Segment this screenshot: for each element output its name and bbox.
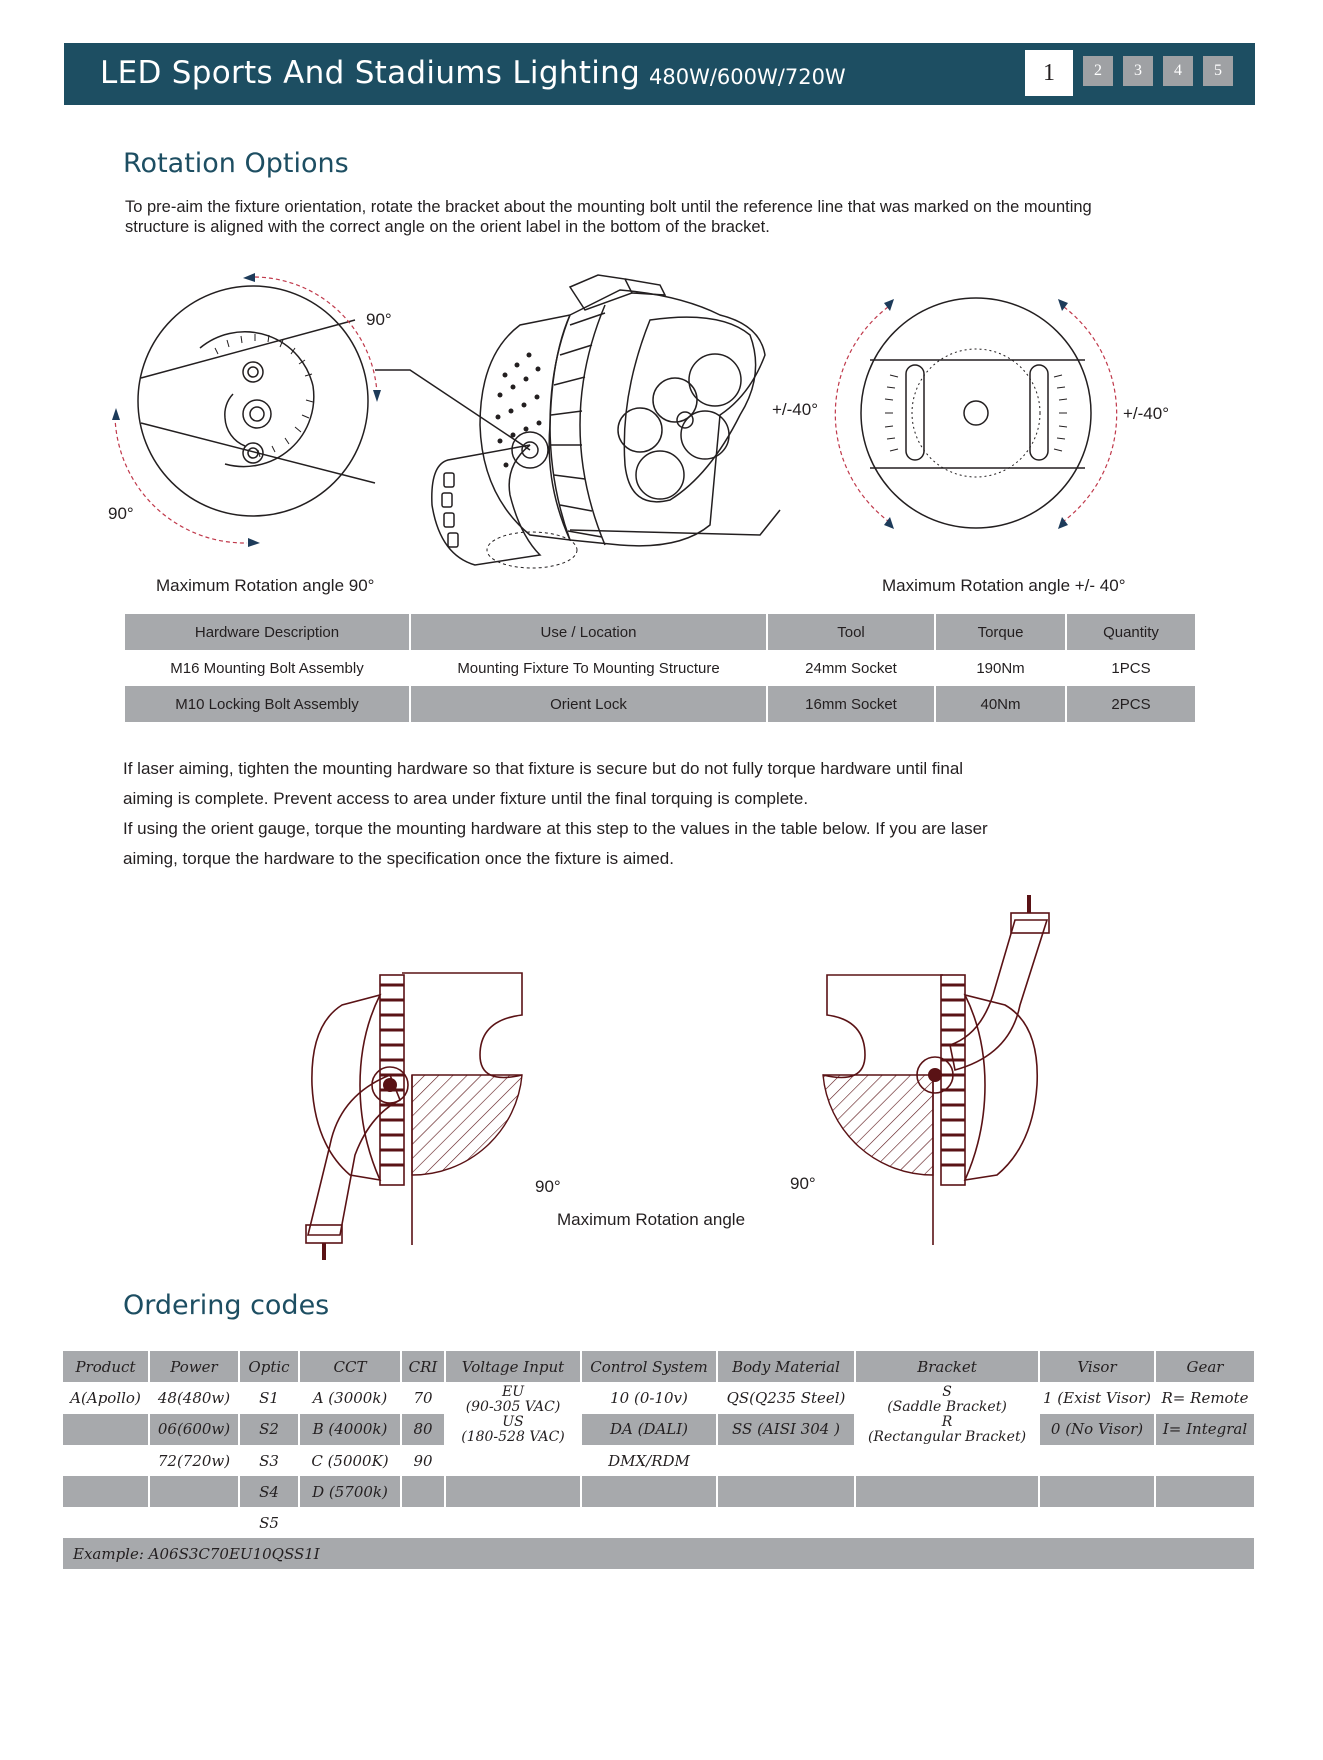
table-cell: R= Remote (1161, 1388, 1249, 1407)
table-cell: S5 (239, 1507, 299, 1538)
table-cell: 40Nm (935, 686, 1066, 722)
bracket-option: R (941, 1414, 953, 1430)
header-cri: CRI (401, 1351, 445, 1382)
page-2-button[interactable]: 2 (1083, 56, 1113, 86)
table-cell: 90 (401, 1445, 445, 1476)
voltage-input-cell (445, 1382, 581, 1476)
table-cell: Orient Lock (410, 686, 767, 722)
header-quantity: Quantity (1066, 614, 1195, 650)
table-row (125, 686, 1195, 722)
table-cell: M10 Locking Bolt Assembly (125, 686, 410, 722)
table-cell (445, 1507, 581, 1538)
hardware-table (125, 614, 1195, 722)
instruction-line: aiming, torque the hardware to the specification once the fixture is aimed. (123, 849, 674, 868)
table-cell: QS(Q235 Steel) (717, 1382, 855, 1414)
header-use-location: Use / Location (410, 614, 767, 650)
table-cell (855, 1445, 1039, 1476)
table-cell: 10 (0-10v) (581, 1382, 717, 1414)
table-cell: S3 (239, 1445, 299, 1476)
table-cell: 72(720w) (149, 1445, 239, 1476)
table-cell: 1PCS (1111, 659, 1151, 677)
table-cell (149, 1507, 239, 1538)
table-cell (1155, 1507, 1254, 1538)
table-cell (581, 1507, 717, 1538)
instruction-line: aiming is complete. Prevent access to area under fixture until the final torquing is complete. (123, 789, 809, 808)
table-cell: 1 (Exist Visor) (1039, 1382, 1155, 1414)
voltage-option: EU (501, 1384, 525, 1400)
table-cell: C (5000K) (299, 1445, 401, 1476)
table-cell (717, 1507, 855, 1538)
header-voltage-input: Voltage Input (445, 1351, 581, 1382)
table-cell: 80 (401, 1414, 445, 1446)
header-optic: Optic (239, 1351, 299, 1382)
bracket-option: (Rectangular Bracket) (867, 1429, 1027, 1445)
table-cell (63, 1507, 149, 1538)
example-code: Example: A06S3C70EU10QSS1I (63, 1538, 1254, 1569)
max-rotation-90-caption: Maximum Rotation angle 90° (156, 576, 375, 595)
voltage-option: US (502, 1414, 524, 1430)
table-cell (401, 1507, 445, 1538)
table-cell (63, 1445, 149, 1476)
page-3-button[interactable]: 3 (1123, 56, 1153, 86)
bracket-option: S (942, 1384, 952, 1400)
table-cell: 06(600w) (149, 1414, 239, 1446)
header-bracket: Bracket (855, 1351, 1039, 1382)
rotation-options-heading: Rotation Options (123, 148, 349, 179)
table-cell: B (4000k) (299, 1414, 401, 1446)
orient-gauge-drawing (840, 285, 1120, 545)
table-cell (149, 1476, 239, 1507)
page-1-button[interactable]: 1 (1025, 50, 1073, 96)
angle-label-40-right: +/-40° (1123, 404, 1170, 423)
table-cell: DMX/RDM (581, 1445, 717, 1476)
table-row (125, 650, 1195, 686)
header-torque: Torque (935, 614, 1066, 650)
table-cell (299, 1507, 401, 1538)
angle-label-40-center: +/-40° (772, 400, 819, 419)
document-title: LED Sports And Stadiums Lighting (100, 55, 641, 91)
bracket-cell (855, 1382, 1039, 1445)
table-cell (445, 1476, 581, 1507)
angle-label-90-diagram-left: 90° (535, 1177, 561, 1196)
table-row (63, 1445, 1254, 1476)
max-rotation-angle-caption: Maximum Rotation angle (557, 1210, 746, 1229)
header-tool: Tool (767, 614, 935, 650)
table-cell (717, 1476, 855, 1507)
table-cell: Mounting Fixture To Mounting Structure (410, 650, 767, 686)
table-header-row (125, 614, 1195, 650)
angle-label-90-top: 90° (366, 310, 392, 329)
table-row (63, 1507, 1254, 1538)
table-cell (63, 1414, 149, 1446)
example-row (63, 1538, 1254, 1569)
table-cell: 16mm Socket (767, 686, 935, 722)
voltage-option: (180-528 VAC) (461, 1429, 565, 1445)
table-row (63, 1414, 1254, 1446)
table-cell: A(Apollo) (63, 1382, 149, 1414)
voltage-option: (90-305 VAC) (465, 1399, 561, 1415)
table-cell: D (5700k) (299, 1476, 401, 1507)
header-hardware-description: Hardware Description (125, 614, 410, 650)
table-cell: I= Integral (1155, 1414, 1254, 1446)
table-cell (1039, 1445, 1155, 1476)
power-range: 480W/600W/720W (649, 65, 846, 89)
header-gear: Gear (1155, 1351, 1254, 1382)
table-cell: 2PCS (1066, 686, 1195, 722)
table-cell: 190Nm (935, 650, 1066, 686)
table-cell (717, 1445, 855, 1476)
header-power: Power (149, 1351, 239, 1382)
table-cell: SS (AISI 304 ) (717, 1414, 855, 1446)
rotation-diagram-right (765, 895, 1065, 1255)
angle-label-90-left: 90° (108, 504, 134, 523)
table-cell: DA (DALI) (581, 1414, 717, 1446)
header-visor: Visor (1039, 1351, 1155, 1382)
instruction-line: If using the orient gauge, torque the mounting hardware at this step to the values in the table below. If you are laser (123, 819, 988, 838)
table-cell: M16 Mounting Bolt Assembly (125, 650, 410, 686)
aiming-instructions (123, 754, 1133, 874)
ordering-codes-heading: Ordering codes (123, 1290, 330, 1321)
table-cell: S4 (239, 1476, 299, 1507)
table-cell (1039, 1476, 1155, 1507)
table-cell (1039, 1507, 1155, 1538)
header-body-material: Body Material (717, 1351, 855, 1382)
table-cell (1155, 1445, 1254, 1476)
page-5-button[interactable]: 5 (1203, 56, 1233, 86)
table-row (63, 1476, 1254, 1507)
table-cell: 48(480w) (149, 1382, 239, 1414)
luminaire-drawing (420, 265, 780, 575)
table-cell: S1 (239, 1382, 299, 1414)
rotation-intro-text: To pre-aim the fixture orientation, rotate the bracket about the mounting bolt until the reference line that was marked on the mounting structure is aligned with the correct angle on the orient label in the bottom of the bracket. (125, 198, 1092, 236)
page-header (64, 43, 1255, 105)
table-cell (401, 1476, 445, 1507)
table-cell: A (3000k) (299, 1382, 401, 1414)
bracket-option: (Saddle Bracket) (887, 1399, 1007, 1415)
table-cell (1155, 1476, 1254, 1507)
table-cell (581, 1476, 717, 1507)
max-rotation-40-caption: Maximum Rotation angle +/- 40° (882, 576, 1126, 595)
header-cct: CCT (299, 1351, 401, 1382)
table-cell: 70 (401, 1382, 445, 1414)
rotation-diagram-left (300, 945, 600, 1260)
table-cell: 24mm Socket (767, 650, 935, 686)
header-product: Product (63, 1351, 149, 1382)
table-cell (63, 1476, 149, 1507)
ordering-codes-table (63, 1351, 1254, 1569)
page-navigation (1025, 50, 1233, 96)
page-4-button[interactable]: 4 (1163, 56, 1193, 86)
table-cell: 0 (No Visor) (1039, 1414, 1155, 1446)
table-cell: S2 (239, 1414, 299, 1446)
instruction-line: If laser aiming, tighten the mounting hardware so that fixture is secure but do not fully torque hardware until final (123, 759, 964, 778)
table-header-row (63, 1351, 1254, 1382)
table-cell (855, 1507, 1039, 1538)
table-cell (855, 1476, 1039, 1507)
bracket-dial-drawing (105, 268, 385, 558)
header-control-system: Control System (581, 1351, 717, 1382)
angle-label-90-diagram-right: 90° (790, 1174, 816, 1193)
table-row (63, 1382, 1254, 1414)
